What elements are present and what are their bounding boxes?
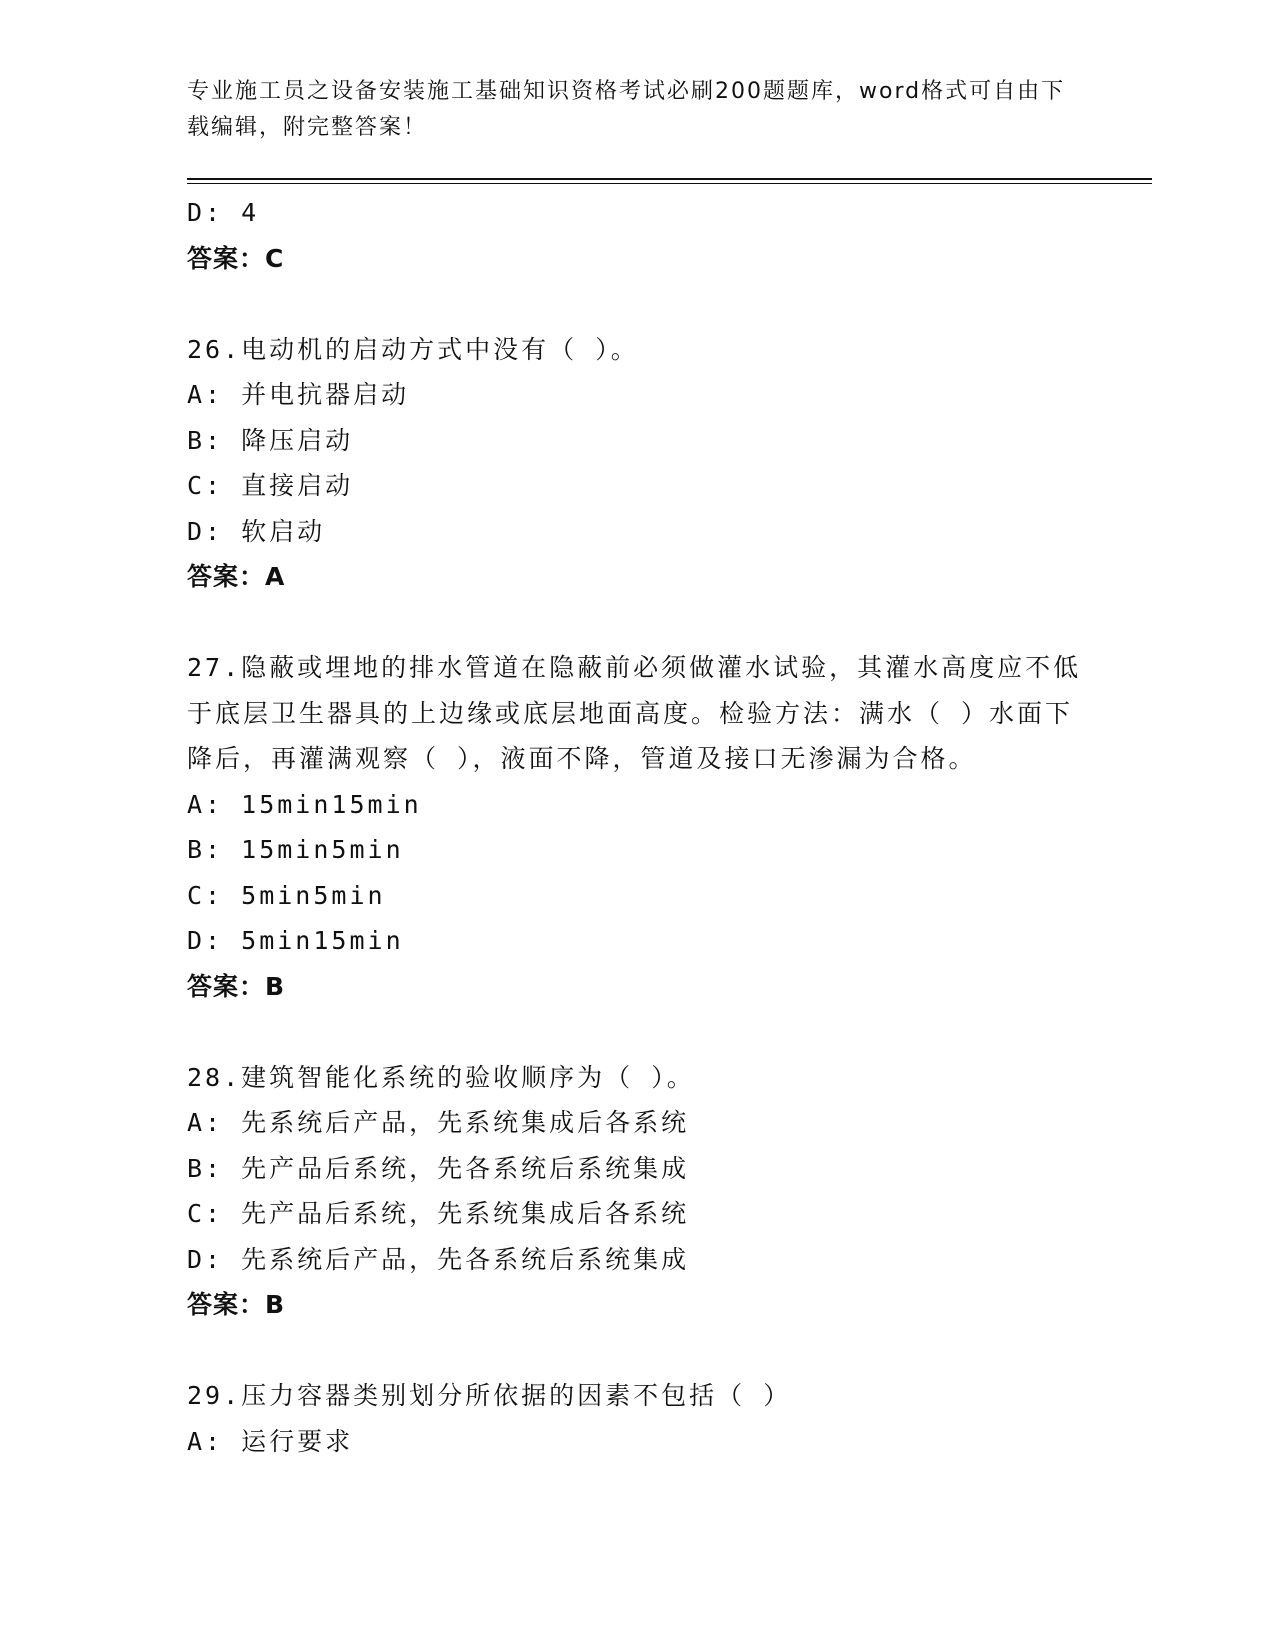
spacer: [187, 1328, 1087, 1374]
document-header: [187, 74, 1067, 146]
answer: 答案：A: [187, 562, 286, 591]
option-b: B: 降压启动: [187, 425, 354, 455]
option-a: A: 运行要求: [187, 1426, 354, 1456]
spacer: [187, 600, 1087, 646]
spacer: [187, 281, 1087, 327]
spacer: [187, 1009, 1087, 1055]
question-27: [187, 645, 1087, 1009]
header-divider-thin: [187, 183, 1152, 184]
answer: 答案：B: [187, 1290, 286, 1319]
document-body: [187, 190, 1087, 1464]
option-a: A: 先系统后产品，先系统集成后各系统: [187, 1108, 690, 1137]
answer: 答案：B: [187, 971, 286, 1001]
header-title: 专业施工员之设备安装施工基础知识资格考试必刷200题题库，word格式可自由下载编辑，附完整答案！: [187, 79, 1066, 140]
question-stem: 26.电动机的启动方式中没有（ ）。: [187, 334, 639, 364]
option-d: D: 软启动: [187, 516, 326, 546]
option-a: A: 并电抗器启动: [187, 380, 410, 409]
option-c: C: 直接启动: [187, 471, 354, 500]
option-c: C: 先产品后系统，先系统集成后各系统: [187, 1199, 690, 1228]
question-stem: 29.压力容器类别划分所依据的因素不包括（ ）: [187, 1381, 792, 1410]
option-d: D: 先系统后产品，先各系统后系统集成: [187, 1244, 690, 1274]
option-a: A: 15min15min: [187, 789, 422, 819]
option-b: B: 先产品后系统，先各系统后系统集成: [187, 1153, 690, 1183]
option-d: D: 5min15min: [187, 926, 404, 955]
prev-answer: 答案：C: [187, 243, 285, 273]
question-26: [187, 327, 1087, 600]
question-29: [187, 1373, 1087, 1464]
question-stem: 28.建筑智能化系统的验收顺序为（ ）。: [187, 1062, 695, 1092]
question-stem: 27.隐蔽或埋地的排水管道在隐蔽前必须做灌水试验，其灌水高度应不低于底层卫生器具的上边缘或底层地面高度。检验方法：满水（ ）水面下降后，再灌满观察（ ），液面不降，管道及接口无渗漏为合格。: [187, 653, 1082, 773]
question-28: [187, 1055, 1087, 1328]
prev-option-d: D: 4: [187, 198, 260, 227]
option-b: B: 15min5min: [187, 835, 404, 864]
header-divider-thick: [187, 178, 1152, 180]
option-c: C: 5min5min: [187, 880, 386, 910]
